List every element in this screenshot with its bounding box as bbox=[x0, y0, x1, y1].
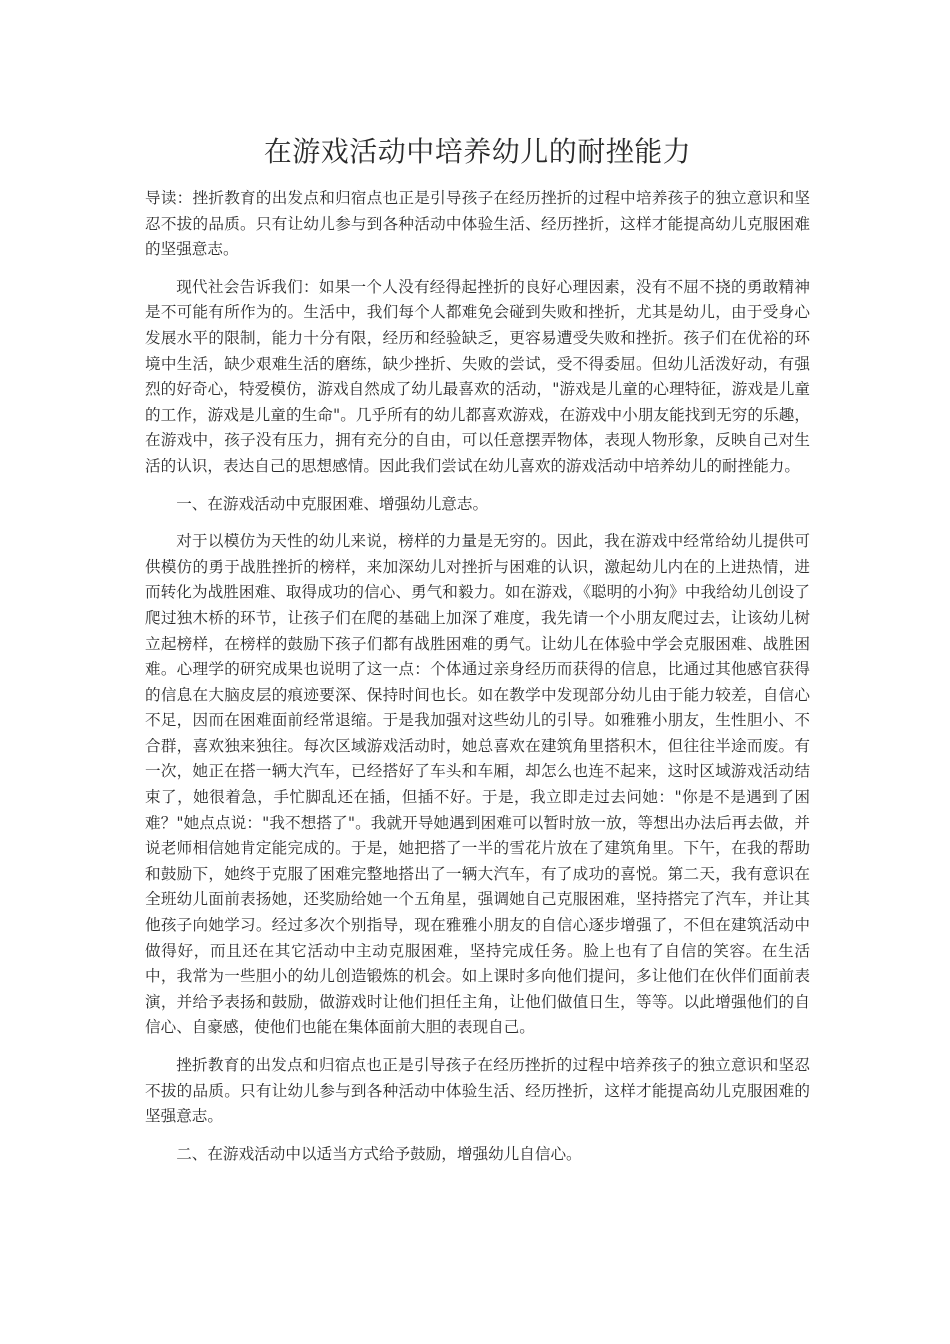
section-heading-1: 一、在游戏活动中克服困难、增强幼儿意志。 bbox=[176, 494, 489, 513]
document-title: 在游戏活动中培养幼儿的耐挫能力 bbox=[263, 135, 692, 168]
body-paragraph: 挫折教育的出发点和归宿点也正是引导孩子在经历挫折的过程中培养孩子的独立意识和坚忍不拔的品质。只有让幼儿参与到各种活动中体验生活、经历挫折，这样才能提高幼儿克服困难的坚强意志。 bbox=[145, 1056, 810, 1126]
document-body bbox=[145, 186, 810, 1167]
section-heading-2: 二、在游戏活动中以适当方式给予鼓励，增强幼儿自信心。 bbox=[176, 1144, 582, 1163]
intro-paragraph: 导读：挫折教育的出发点和归宿点也正是引导孩子在经历挫折的过程中培养孩子的独立意识和坚忍不拔的品质。只有让幼儿参与到各种活动中体验生活、经历挫折，这样才能提高幼儿克服困难的坚强意志。 bbox=[145, 189, 810, 259]
body-paragraph: 现代社会告诉我们：如果一个人没有经得起挫折的良好心理因素，没有不屈不挠的勇敢精神是不可能有所作为的。生活中，我们每个人都难免会碰到失败和挫折，尤其是幼儿，由于受身心发展水平的限制，能力十分有限，经历和经验缺乏，更容易遭受失败和挫折。孩子们在优裕的环境中生活，缺少艰难生活的磨练，缺少挫折、失败的尝试，受不得委屈。但幼儿活泼好动，有强烈的好奇心，特爱模仿，游戏自然成了幼儿最喜欢的活动，"游戏是儿童的心理特征，游戏是儿童的工作，游戏是儿童的生命"。几乎所有的幼儿都喜欢游戏，在游戏中小朋友能找到无穷的乐趣，在游戏中，孩子没有压力，拥有充分的自由，可以任意摆弄物体，表现人物形象，反映自己对生活的认识，表达自己的思想感情。因此我们尝试在幼儿喜欢的游戏活动中培养幼儿的耐挫能力。 bbox=[145, 277, 810, 475]
body-paragraph: 对于以模仿为天性的幼儿来说，榜样的力量是无穷的。因此，我在游戏中经常给幼儿提供可供模仿的勇于战胜挫折的榜样，来加深幼儿对挫折与困难的认识，激起幼儿内在的上进热情，进而转化为战胜困难、取得成功的信心、勇气和毅力。如在游戏，《聪明的小狗》中我给幼儿创设了爬过独木桥的环节，让孩子们在爬的基础上加深了难度，我先请一个小朋友爬过去，让该幼儿树立起榜样，在榜样的鼓励下孩子们都有战胜困难的勇气。让幼儿在体验中学会克服困难、战胜困难。心理学的研究成果也说明了这一点：个体通过亲身经历而获得的信息，比通过其他感官获得的信息在大脑皮层的痕迹要深、保持时间也长。如在教学中发现部分幼儿由于能力较差，自信心不足，因而在困难面前经常退缩。于是我加强对这些幼儿的引导。如雅雅小朋友，生性胆小、不合群，喜欢独来独往。每次区域游戏活动时，她总喜欢在建筑角里搭积木，但往往半途而废。有一次，她正在搭一辆大汽车，已经搭好了车头和车厢，却怎么也连不起来，这时区域游戏活动结束了，她很着急，手忙脚乱还在插，但插不好。于是，我立即走过去问她："你是不是遇到了困难？"她点点说："我不想搭了"。我就开导她遇到困难可以暂时放一放，等想出办法后再去做，并说老师相信她肯定能完成的。于是，她把搭了一半的雪花片放在了建筑角里。下午，在我的帮助和鼓励下，她终于克服了困难完整地搭出了一辆大汽车，有了成功的喜悦。第二天，我有意识在全班幼儿面前表扬她，还奖励给她一个五角星，强调她自己克服困难，坚持搭完了汽车，并让其他孩子向她学习。经过多次个别指导，现在雅雅小朋友的自信心逐步增强了，不但在建筑活动中做得好，而且还在其它活动中主动克服困难，坚持完成任务。脸上也有了自信的笑容。在生活中，我常为一些胆小的幼儿创造锻炼的机会。如上课时多向他们提问，多让他们在伙伴们面前表演，并给予表扬和鼓励，做游戏时让他们担任主角，让他们做值日生，等等。以此增强他们的自信心、自豪感，使他们也能在集体面前大胆的表现自己。 bbox=[145, 532, 810, 1037]
